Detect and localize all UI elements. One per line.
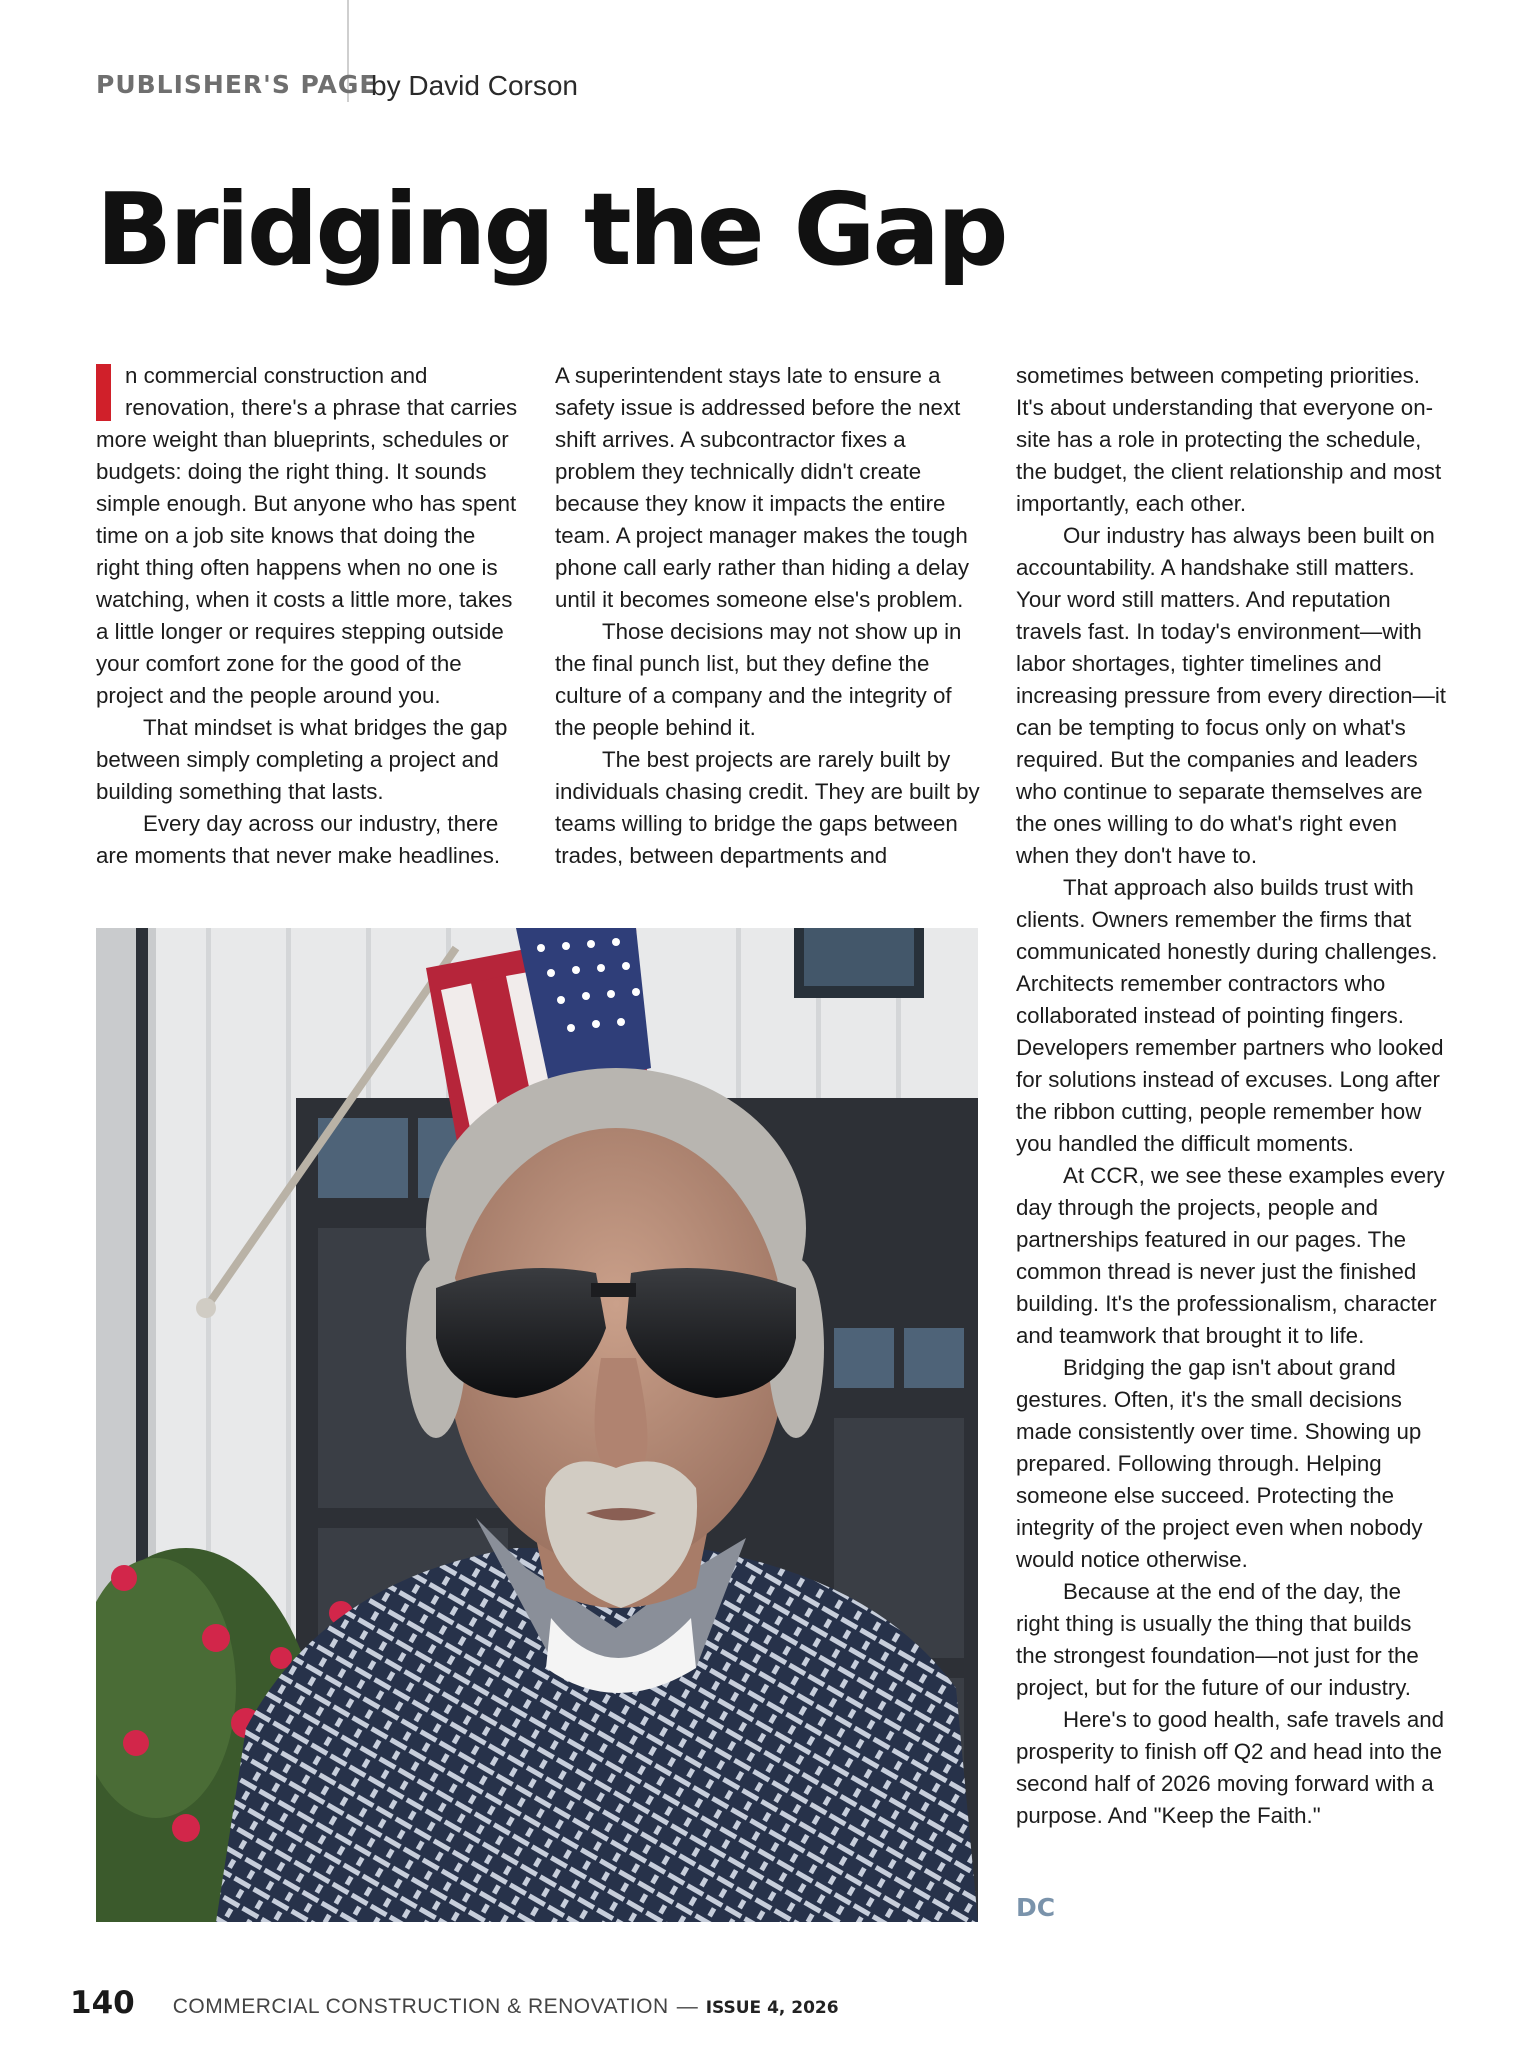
article-paragraph xyxy=(96,360,521,712)
article-column-3 xyxy=(1016,360,1446,1832)
page-footer xyxy=(70,1985,839,2021)
article-paragraph: sometimes between competing priorities. It's about understanding that everyone on-site has a role in protecting the schedule, the budget, the client relationship and most importantly, each other. xyxy=(1016,363,1442,516)
footer-separator: — xyxy=(676,1995,698,2018)
page-number: 140 xyxy=(70,1985,135,2021)
article-paragraph: That mindset is what bridges the gap between simply completing a project and building something that lasts. xyxy=(96,715,508,804)
article-paragraph: Because at the end of the day, the right thing is usually the thing that builds the strongest foundation—not just for the project, but for the future of our industry. xyxy=(1016,1579,1419,1700)
article-column-1 xyxy=(96,360,521,872)
article-paragraph: Here's to good health, safe travels and prosperity to finish off Q2 and head into the second half of 2026 moving forward with a purpose. And "Keep the Faith." xyxy=(1016,1707,1445,1828)
article-paragraph: Bridging the gap isn't about grand gestures. Often, it's the small decisions made consistently over time. Showing up prepared. Following through. Helping someone else succeed. Protecting the integrity of the project even when nobody would notice otherwise. xyxy=(1016,1355,1423,1572)
drop-cap xyxy=(96,364,111,421)
issue-label: ISSUE 4, 2026 xyxy=(705,1998,839,2018)
article-paragraph: The best projects are rarely built by individuals chasing credit. They are built by teams willing to bridge the gaps between trades, between departments and xyxy=(555,747,980,868)
article-paragraph: At CCR, we see these examples every day through the projects, people and partnerships featured in our pages. The common thread is never just the finished building. It's the professionalism, character and teamwork that brought it to life. xyxy=(1016,1163,1445,1348)
section-label: PUBLISHER'S PAGE xyxy=(96,70,378,99)
publication-name: COMMERCIAL CONSTRUCTION & RENOVATION xyxy=(172,1995,669,2018)
article-paragraph: That approach also builds trust with clients. Owners remember the firms that communicated honestly during challenges. Architects remember contractors who collaborated instead of pointing fingers. Developers remember partners who looked for solutions instead of excuses. Long after the ribbon cutting, people remember how you handled the difficult moments. xyxy=(1016,875,1444,1156)
article-paragraph: Every day across our industry, there are moments that never make headlines. xyxy=(96,811,501,868)
author-signoff: DC xyxy=(1016,1893,1056,1922)
byline: by David Corson xyxy=(371,70,578,101)
article-paragraph: Our industry has always been built on accountability. A handshake still matters. Your word still matters. And reputation travels fast. In today's environment—with labor shortages, tighter timelines and increasing pressure from every direction—it can be tempting to focus only on what's required. But the companies and leaders who continue to separate themselves are the ones willing to do what's right even when they don't have to. xyxy=(1016,523,1446,868)
article-paragraph: Those decisions may not show up in the final punch list, but they define the culture of a company and the integrity of the people behind it. xyxy=(555,619,962,740)
author-photo xyxy=(96,928,978,1922)
paragraph-text: n commercial construction and renovation, there's a phrase that carries more weight than blueprints, schedules or budgets: doing the right thing. It sounds simple enough. But anyone who has spent time on a job site knows that doing the right thing often happens when no one is watching, when it costs a little more, takes a little longer or requires stepping outside your comfort zone for the good of the project and the people around you. xyxy=(96,363,518,708)
article-paragraph: A superintendent stays late to ensure a safety issue is addressed before the next shift arrives. A subcontractor fixes a problem they technically didn't create because they know it impacts the entire team. A project manager makes the tough phone call early rather than hiding a delay until it becomes someone else's problem. xyxy=(555,363,970,612)
article-title: Bridging the Gap xyxy=(96,171,1006,288)
article-column-2 xyxy=(555,360,980,872)
